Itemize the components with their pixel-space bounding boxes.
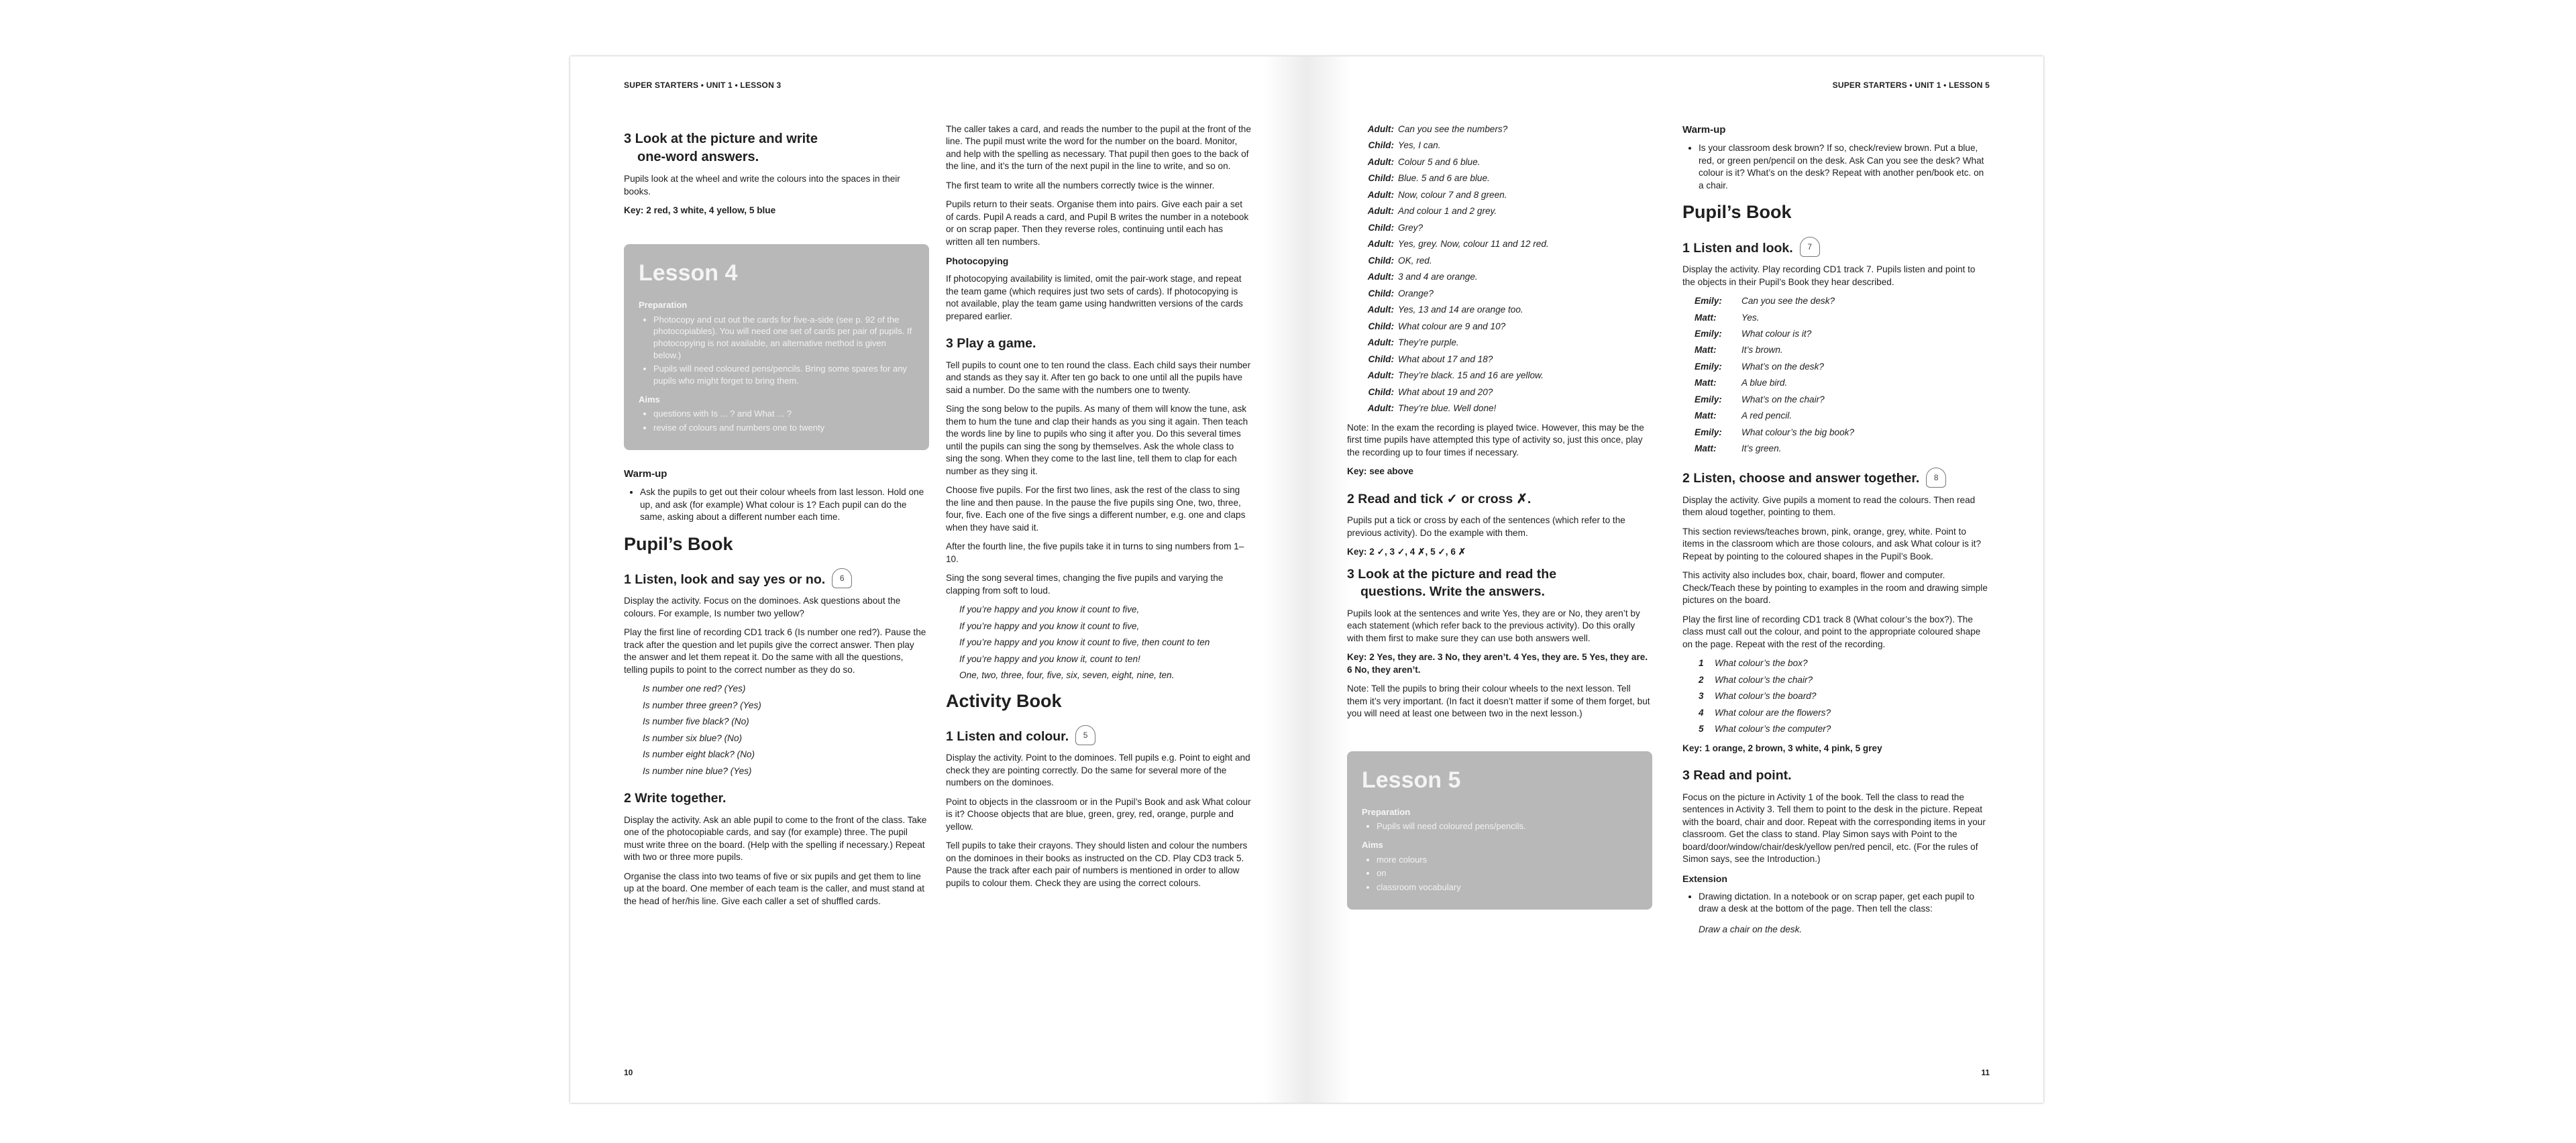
left-column-2 xyxy=(946,123,1251,896)
list-item: 3 What colour’s the board? xyxy=(1699,691,1817,702)
spoken-line: Blue. 5 and 6 are blue. xyxy=(1398,173,1490,184)
section-heading: Activity Book xyxy=(946,690,1062,711)
body-text: Point to objects in the classroom or in the Pupil’s Book and ask What colour is it? Choose objects that are blue, green, grey, red, orange, purple and yellow. xyxy=(946,796,1251,832)
body-text: Sing the song several times, changing the five pupils and varying the clapping from soft to loud. xyxy=(946,573,1224,596)
dialogue-line xyxy=(1347,402,1652,415)
speaker-label: Child: xyxy=(1368,386,1394,397)
lesson-4-box xyxy=(624,244,929,450)
speaker-label: Adult: xyxy=(1367,305,1394,315)
speaker-label: Matt: xyxy=(1695,345,1717,356)
dialogue-line xyxy=(1347,337,1652,349)
dialogue-line xyxy=(1347,370,1652,382)
spoken-line: Now, colour 7 and 8 green. xyxy=(1398,189,1507,200)
aims-list xyxy=(1362,854,1638,893)
dialogue-line xyxy=(1347,288,1652,300)
spoken-line: It’s green. xyxy=(1741,443,1782,454)
dialogue-line xyxy=(1695,443,1988,455)
speaker-label: Adult: xyxy=(1367,337,1394,348)
spoken-line: Can you see the numbers? xyxy=(1398,124,1508,134)
aims-heading: Aims xyxy=(1362,840,1383,851)
subheading: Extension xyxy=(1682,873,1727,884)
speaker-label: Emily: xyxy=(1695,328,1722,339)
list-item: • Pupils will need coloured pens/pencils. xyxy=(1377,820,1638,832)
body-text: Play the first line of recording CD1 track 8 (What colour’s the box?). The class must call out the colour, and point to the appropriate coloured shape on the page. Repeat with the rest of the recording. xyxy=(1682,614,1981,649)
running-head: SUPER STARTERS • UNIT 1 • LESSON 3 xyxy=(624,80,782,90)
exercise-title: 3 Play a game. xyxy=(946,336,1036,351)
list-item: 2 What colour’s the chair? xyxy=(1699,674,1813,685)
spoken-line: 3 and 4 are orange. xyxy=(1398,272,1478,282)
answer-key: Key: 2 red, 3 white, 4 yellow, 5 blue xyxy=(624,205,776,216)
body-text: Tell pupils to take their crayons. They should listen and colour the numbers on the dominoes in their books as instructed on the CD. Play CD3 track 5. Pause the track after each pair of numbers is mentioned in order to allow pupils to colour them. Check they are using the correct colours. xyxy=(946,840,1248,888)
dialogue xyxy=(1695,295,1988,455)
exercise-title: 3 Look at the picture and write one-word answers. xyxy=(624,131,818,165)
exercise-title: 1 Listen, look and say yes or no. 6 xyxy=(624,568,929,588)
list-item: • on xyxy=(1377,867,1638,879)
preparation-heading: Preparation xyxy=(1362,806,1411,817)
body-text: Choose five pupils. For the first two lines, ask the rest of the class to sing the line and then pause. In the pause the five pupils sing One, two, three, four, five. Each one of the five sings a different number, e.g. one and claps when they have said it. xyxy=(946,485,1246,533)
body-text: Pupils look at the sentences and write Yes, they are or No, they aren’t by each statement (which refer back to the previous activity). Do this orally with them first to make sure they can use both answers well. xyxy=(1347,608,1640,643)
dialogue-line xyxy=(1347,238,1652,250)
section-heading: Pupil’s Book xyxy=(624,533,733,554)
speaker-label: Matt: xyxy=(1695,411,1717,421)
speaker-label: Adult: xyxy=(1367,403,1394,414)
warmup-list xyxy=(624,486,929,523)
spoken-line: Yes, I can. xyxy=(1398,140,1441,151)
body-text: Focus on the picture in Activity 1 of the book. Tell the class to read the sentences in Activity 3. Tell them to point to the desk in the picture. Repeat with the board, chair and door. Repeat with the corresponding items in your classroom. Get the class to stand. Play Simon says with Point to the board/door/window/chair/desk/yellow pen/red pencil, etc. (For the rules of Simon says, see the Introduction.) xyxy=(1682,792,1986,865)
answer-key: Key: see above xyxy=(1347,466,1413,477)
right-column-1 xyxy=(1347,123,1652,927)
dialogue-line xyxy=(1695,427,1988,439)
body-text: The caller takes a card, and reads the number to the pupil at the front of the line. The pupil must write the word for the number on the board. Monitor, and help with the spelling as necessary. That pupil then goes to the back of the line, and it’s the turn of the next pupil in the line to write, and so on. xyxy=(946,124,1251,172)
aims-heading: Aims xyxy=(639,394,660,404)
dialogue-line xyxy=(1347,304,1652,316)
body-text: Display the activity. Ask an able pupil to come to the front of the class. Take one of the photocopiable cards, and say (for example) three. The pupil must write three on the board. (Help with the spelling if necessary.) Repeat with two or three more pupils. xyxy=(624,814,927,863)
speaker-label: Matt: xyxy=(1695,443,1717,454)
body-text: Tell pupils to count one to ten round the class. Each child says their number and stands as they say it. After ten go back to one until all the pupils have said a number. Do the same with the numbers one to twenty. xyxy=(946,360,1251,395)
body-text: This activity also includes box, chair, board, flower and computer. Check/Teach these by pointing to examples in the room and drawing simple pictures on the board. xyxy=(1682,570,1988,606)
exercise-title: 1 Listen and look. 7 xyxy=(1682,237,1988,257)
spoken-line: What about 17 and 18? xyxy=(1398,353,1493,364)
numbered-list xyxy=(1699,657,1988,735)
spoken-line: What’s on the chair? xyxy=(1741,394,1825,404)
speaker-label: Child: xyxy=(1368,288,1394,298)
speaker-label: Emily: xyxy=(1695,427,1722,437)
song-line: One, two, three, four, five, six, seven, eight, nine, ten. xyxy=(959,670,1175,681)
dialogue-line xyxy=(1695,312,1988,324)
body-text: Pupils put a tick or cross by each of the sentences (which refer to the previous activity). Do the example with them. xyxy=(1347,515,1625,538)
body-text: Pupils return to their seats. Organise them into pairs. Give each pair a set of cards. Pupil A reads a card, and Pupil B writes the number in a notebook or on scrap paper. Then they reverse roles, continuing until each has written all ten numbers. xyxy=(946,199,1249,247)
warmup-list xyxy=(1682,142,1988,192)
body-text: Display the activity. Play recording CD1 track 7. Pupils listen and point to the objects in their Pupil’s Book they hear described. xyxy=(1682,264,1976,287)
list-item: Is number nine blue? (Yes) xyxy=(643,765,752,776)
answer-key: Key: 2 ✓, 3 ✓, 4 ✗, 5 ✓, 6 ✗ xyxy=(1347,547,1466,557)
lesson-title: Lesson 4 xyxy=(639,260,738,286)
section-heading: Warm-up xyxy=(624,468,667,480)
list-item: 5 What colour’s the computer? xyxy=(1699,724,1831,734)
body-text: This section reviews/teaches brown, pink, orange, grey, white. Point to items in the classroom which are those colours, and ask What colour is it? Repeat by pointing to the coloured shapes in the Pupil’s Book. xyxy=(1682,526,1982,561)
dialogue-line xyxy=(1695,328,1988,340)
exercise-title: 3 Read and point. xyxy=(1682,768,1792,783)
list-item: • revise of colours and numbers one to twenty xyxy=(653,422,914,434)
dialogue-line xyxy=(1695,361,1988,373)
spoken-line: They’re black. 15 and 16 are yellow. xyxy=(1398,370,1544,381)
page-number: 10 xyxy=(624,1068,633,1077)
spoken-line: Orange? xyxy=(1398,288,1434,298)
note-text: Note: Tell the pupils to bring their colour wheels to the next lesson. Tell them it’s very important. (In fact it doesn’t matter if some of them forget, but you will need at least one between two in the next lesson.) xyxy=(1347,684,1650,719)
spoken-line: They’re purple. xyxy=(1398,337,1459,348)
spoken-line: Grey? xyxy=(1398,222,1424,233)
list-item: • classroom vocabulary xyxy=(1377,881,1638,893)
exercise-title: 2 Listen, choose and answer together. 8 xyxy=(1682,468,1988,488)
speaker-label: Emily: xyxy=(1695,361,1722,372)
exercise-title: 3 Look at the picture and read the questions. Write the answers. xyxy=(1347,566,1557,600)
song-lyrics xyxy=(959,604,1251,682)
speaker-label: Adult: xyxy=(1367,370,1394,381)
body-text: Display the activity. Point to the dominoes. Tell pupils e.g. Point to eight and check they are pointing correctly. Do the same for several more of the numbers on the dominoes. xyxy=(946,753,1250,788)
body-text: Display the activity. Focus on the dominoes. Ask questions about the colours. For example, Is number two yellow? xyxy=(624,596,901,618)
page-number: 11 xyxy=(1981,1068,1990,1077)
body-text: After the fourth line, the five pupils take it in turns to sing numbers from 1–10. xyxy=(946,541,1244,564)
list-item: Is number one red? (Yes) xyxy=(643,684,746,694)
spoken-line: And colour 1 and 2 grey. xyxy=(1398,206,1497,217)
dialogue-line xyxy=(1347,156,1652,168)
body-text: If photocopying availability is limited, omit the pair-work stage, and repeat the team game (which requires just two sets of cards). If photocopying is not available, play the team game using handwritten versions of the cards prepared earlier. xyxy=(946,274,1243,321)
speaker-label: Adult: xyxy=(1367,124,1394,134)
cd-track-icon: 6 xyxy=(832,568,852,588)
list-item: • Drawing dictation. In a notebook or on scrap paper, get each pupil to draw a desk at the bottom of the page. Then tell the class: xyxy=(1699,891,1988,916)
speaker-label: Child: xyxy=(1368,255,1394,266)
body-text: Display the activity. Give pupils a moment to read the colours. Then read them aloud together, pointing to them. xyxy=(1682,494,1976,518)
body-text: Play the first line of recording CD1 track 6 (Is number one red?). Pause the track after the question and let pupils give the correct answer. Then play the answer and let them repeat it. Do the same with all the questions, telling pupils to point to the correct number as they do so. xyxy=(624,627,926,675)
speaker-label: Matt: xyxy=(1695,312,1717,323)
speaker-label: Adult: xyxy=(1367,272,1394,282)
spoken-line: What’s on the desk? xyxy=(1741,361,1824,372)
dialogue-line xyxy=(1695,344,1988,356)
section-heading: Pupil’s Book xyxy=(1682,202,1792,223)
speaker-label: Child: xyxy=(1368,140,1394,151)
spoken-line: It’s brown. xyxy=(1741,345,1783,356)
list-item: • Photocopy and cut out the cards for five-a-side (see p. 92 of the photocopiables). You will need one set of cards per pair of pupils. If photocopying is not available, an alternative method is given below.) xyxy=(653,314,914,362)
left-column-1 xyxy=(624,123,929,914)
song-line: If you’re happy and you know it, count to ten! xyxy=(959,653,1140,664)
exercise-title: 2 Write together. xyxy=(624,791,727,806)
list-item: • more colours xyxy=(1377,854,1638,866)
dialogue-line xyxy=(1347,123,1652,135)
question-list xyxy=(643,683,929,777)
dialogue-line xyxy=(1347,222,1652,234)
book-spread xyxy=(570,56,2043,1103)
running-head: SUPER STARTERS • UNIT 1 • LESSON 5 xyxy=(1832,80,1990,90)
list-item: • Ask the pupils to get out their colour wheels from last lesson. Hold one up, and ask (for example) What colour is 1? Each pupil can do the same, asking about a different number each time. xyxy=(640,486,929,523)
speaker-label: Adult: xyxy=(1367,206,1394,217)
spoken-line: What colour is it? xyxy=(1741,328,1812,339)
note-text: Note: In the exam the recording is played twice. However, this may be the first time pupils have attempted this type of activity so, just this once, play the recording up to four times if necessary. xyxy=(1347,422,1644,457)
section-heading: Warm-up xyxy=(1682,124,1726,135)
spoken-line: They’re blue. Well done! xyxy=(1398,403,1497,414)
lesson-5-box xyxy=(1347,751,1652,910)
dialogue-line xyxy=(1347,386,1652,398)
song-line: If you’re happy and you know it count to five, then count to ten xyxy=(959,637,1210,648)
body-text: Sing the song below to the pupils. As many of them will know the tune, ask them to hum the tune and clap their hands as you sing it again. Then teach the words line by line to pupils who sing it after you. Do this several times until the pupils can sing the song by themselves. Ask the whole class to sing the song. When they come to the last line, tell them to clap for each number as they sing it. xyxy=(946,404,1248,476)
left-page xyxy=(570,56,1307,1103)
lesson-title: Lesson 5 xyxy=(1362,767,1461,793)
speaker-label: Adult: xyxy=(1367,189,1394,200)
spoken-line: What colour’s the big book? xyxy=(1741,427,1855,437)
spoken-line: Colour 5 and 6 blue. xyxy=(1398,156,1481,167)
spoken-line: Yes, 13 and 14 are orange too. xyxy=(1398,305,1523,315)
preparation-heading: Preparation xyxy=(639,300,688,311)
spoken-line: A blue bird. xyxy=(1741,378,1788,388)
list-item: Is number five black? (No) xyxy=(643,716,749,727)
body-text: Pupils look at the wheel and write the colours into the spaces in their books. xyxy=(624,174,900,197)
speaker-label: Emily: xyxy=(1695,394,1722,404)
dialogue-line xyxy=(1695,410,1988,422)
dialogue-line xyxy=(1347,140,1652,152)
subheading: Photocopying xyxy=(946,256,1009,267)
spoken-line: A red pencil. xyxy=(1741,411,1792,421)
speaker-label: Adult: xyxy=(1367,239,1394,250)
spoken-line: Can you see the desk? xyxy=(1741,296,1835,307)
speaker-label: Child: xyxy=(1368,222,1394,233)
spoken-line: OK, red. xyxy=(1398,255,1432,266)
dialogue-line xyxy=(1347,353,1652,366)
speaker-label: Child: xyxy=(1368,173,1394,184)
song-line: If you’re happy and you know it count to five, xyxy=(959,604,1140,615)
spoken-line: What colour are 9 and 10? xyxy=(1398,321,1506,331)
list-item: Is number three green? (Yes) xyxy=(643,700,761,710)
dialogue-line xyxy=(1347,271,1652,283)
spoken-line: Yes, grey. Now, colour 11 and 12 red. xyxy=(1398,239,1549,250)
speaker-label: Matt: xyxy=(1695,378,1717,388)
cd-track-icon: 8 xyxy=(1926,468,1946,488)
dialogue-line xyxy=(1347,189,1652,201)
list-item: • questions with Is ... ? and What ... ? xyxy=(653,408,914,420)
instruction-line: Draw a chair on the desk. xyxy=(1699,924,1803,934)
song-line: If you’re happy and you know it count to five, xyxy=(959,620,1140,631)
spoken-line: Yes. xyxy=(1741,312,1760,323)
dialogue-line xyxy=(1695,295,1988,307)
list-item: 4 What colour are the flowers? xyxy=(1699,707,1831,718)
dialogue-line xyxy=(1347,205,1652,217)
dialogue-line xyxy=(1347,321,1652,333)
answer-key: Key: 1 orange, 2 brown, 3 white, 4 pink, 5 grey xyxy=(1682,743,1882,753)
speaker-label: Child: xyxy=(1368,353,1394,364)
list-item: • Pupils will need coloured pens/pencils. Bring some spares for any pupils who might forget to bring them. xyxy=(653,363,914,386)
aims-list xyxy=(639,408,914,433)
list-item: Is number six blue? (No) xyxy=(643,732,743,743)
preparation-list xyxy=(639,314,914,387)
cd-track-icon: 7 xyxy=(1800,237,1820,257)
list-item: 1 What colour’s the box? xyxy=(1699,658,1808,669)
body-text: Organise the class into two teams of five or six pupils and get them to line up at the board. One member of each team is the caller, and must stand at the head of her/his line. Give each caller a set of shuffled cards. xyxy=(624,871,925,906)
cd-track-icon: 5 xyxy=(1075,725,1095,745)
speaker-label: Child: xyxy=(1368,321,1394,331)
extension-list xyxy=(1682,891,1988,916)
preparation-list xyxy=(1362,820,1638,832)
right-column-2 xyxy=(1682,123,1988,936)
dialogue xyxy=(1347,123,1652,415)
dialogue-line xyxy=(1695,394,1988,406)
list-item: Is number eight black? (No) xyxy=(643,749,755,760)
exercise-title: 2 Read and tick ✓ or cross ✗. xyxy=(1347,491,1532,506)
right-page xyxy=(1307,56,2043,1103)
body-text: The first team to write all the numbers correctly twice is the winner. xyxy=(946,180,1215,190)
speaker-label: Emily: xyxy=(1695,296,1722,307)
dialogue-line xyxy=(1347,172,1652,184)
exercise-title: 1 Listen and colour. 5 xyxy=(946,725,1251,745)
spoken-line: What about 19 and 20? xyxy=(1398,386,1493,397)
speaker-label: Adult: xyxy=(1367,156,1394,167)
list-item: • Is your classroom desk brown? If so, check/review brown. Put a blue, red, or green pen/pencil on the desk. Ask Can you see the desk? What colour is it? What’s on the desk? Repeat with another pen/book etc. on a chair. xyxy=(1699,142,1988,192)
dialogue-line xyxy=(1695,377,1988,389)
answer-key: Key: 2 Yes, they are. 3 No, they aren’t. 4 Yes, they are. 5 Yes, they are. 6 No, they aren’t. xyxy=(1347,652,1648,675)
dialogue-line xyxy=(1347,255,1652,267)
